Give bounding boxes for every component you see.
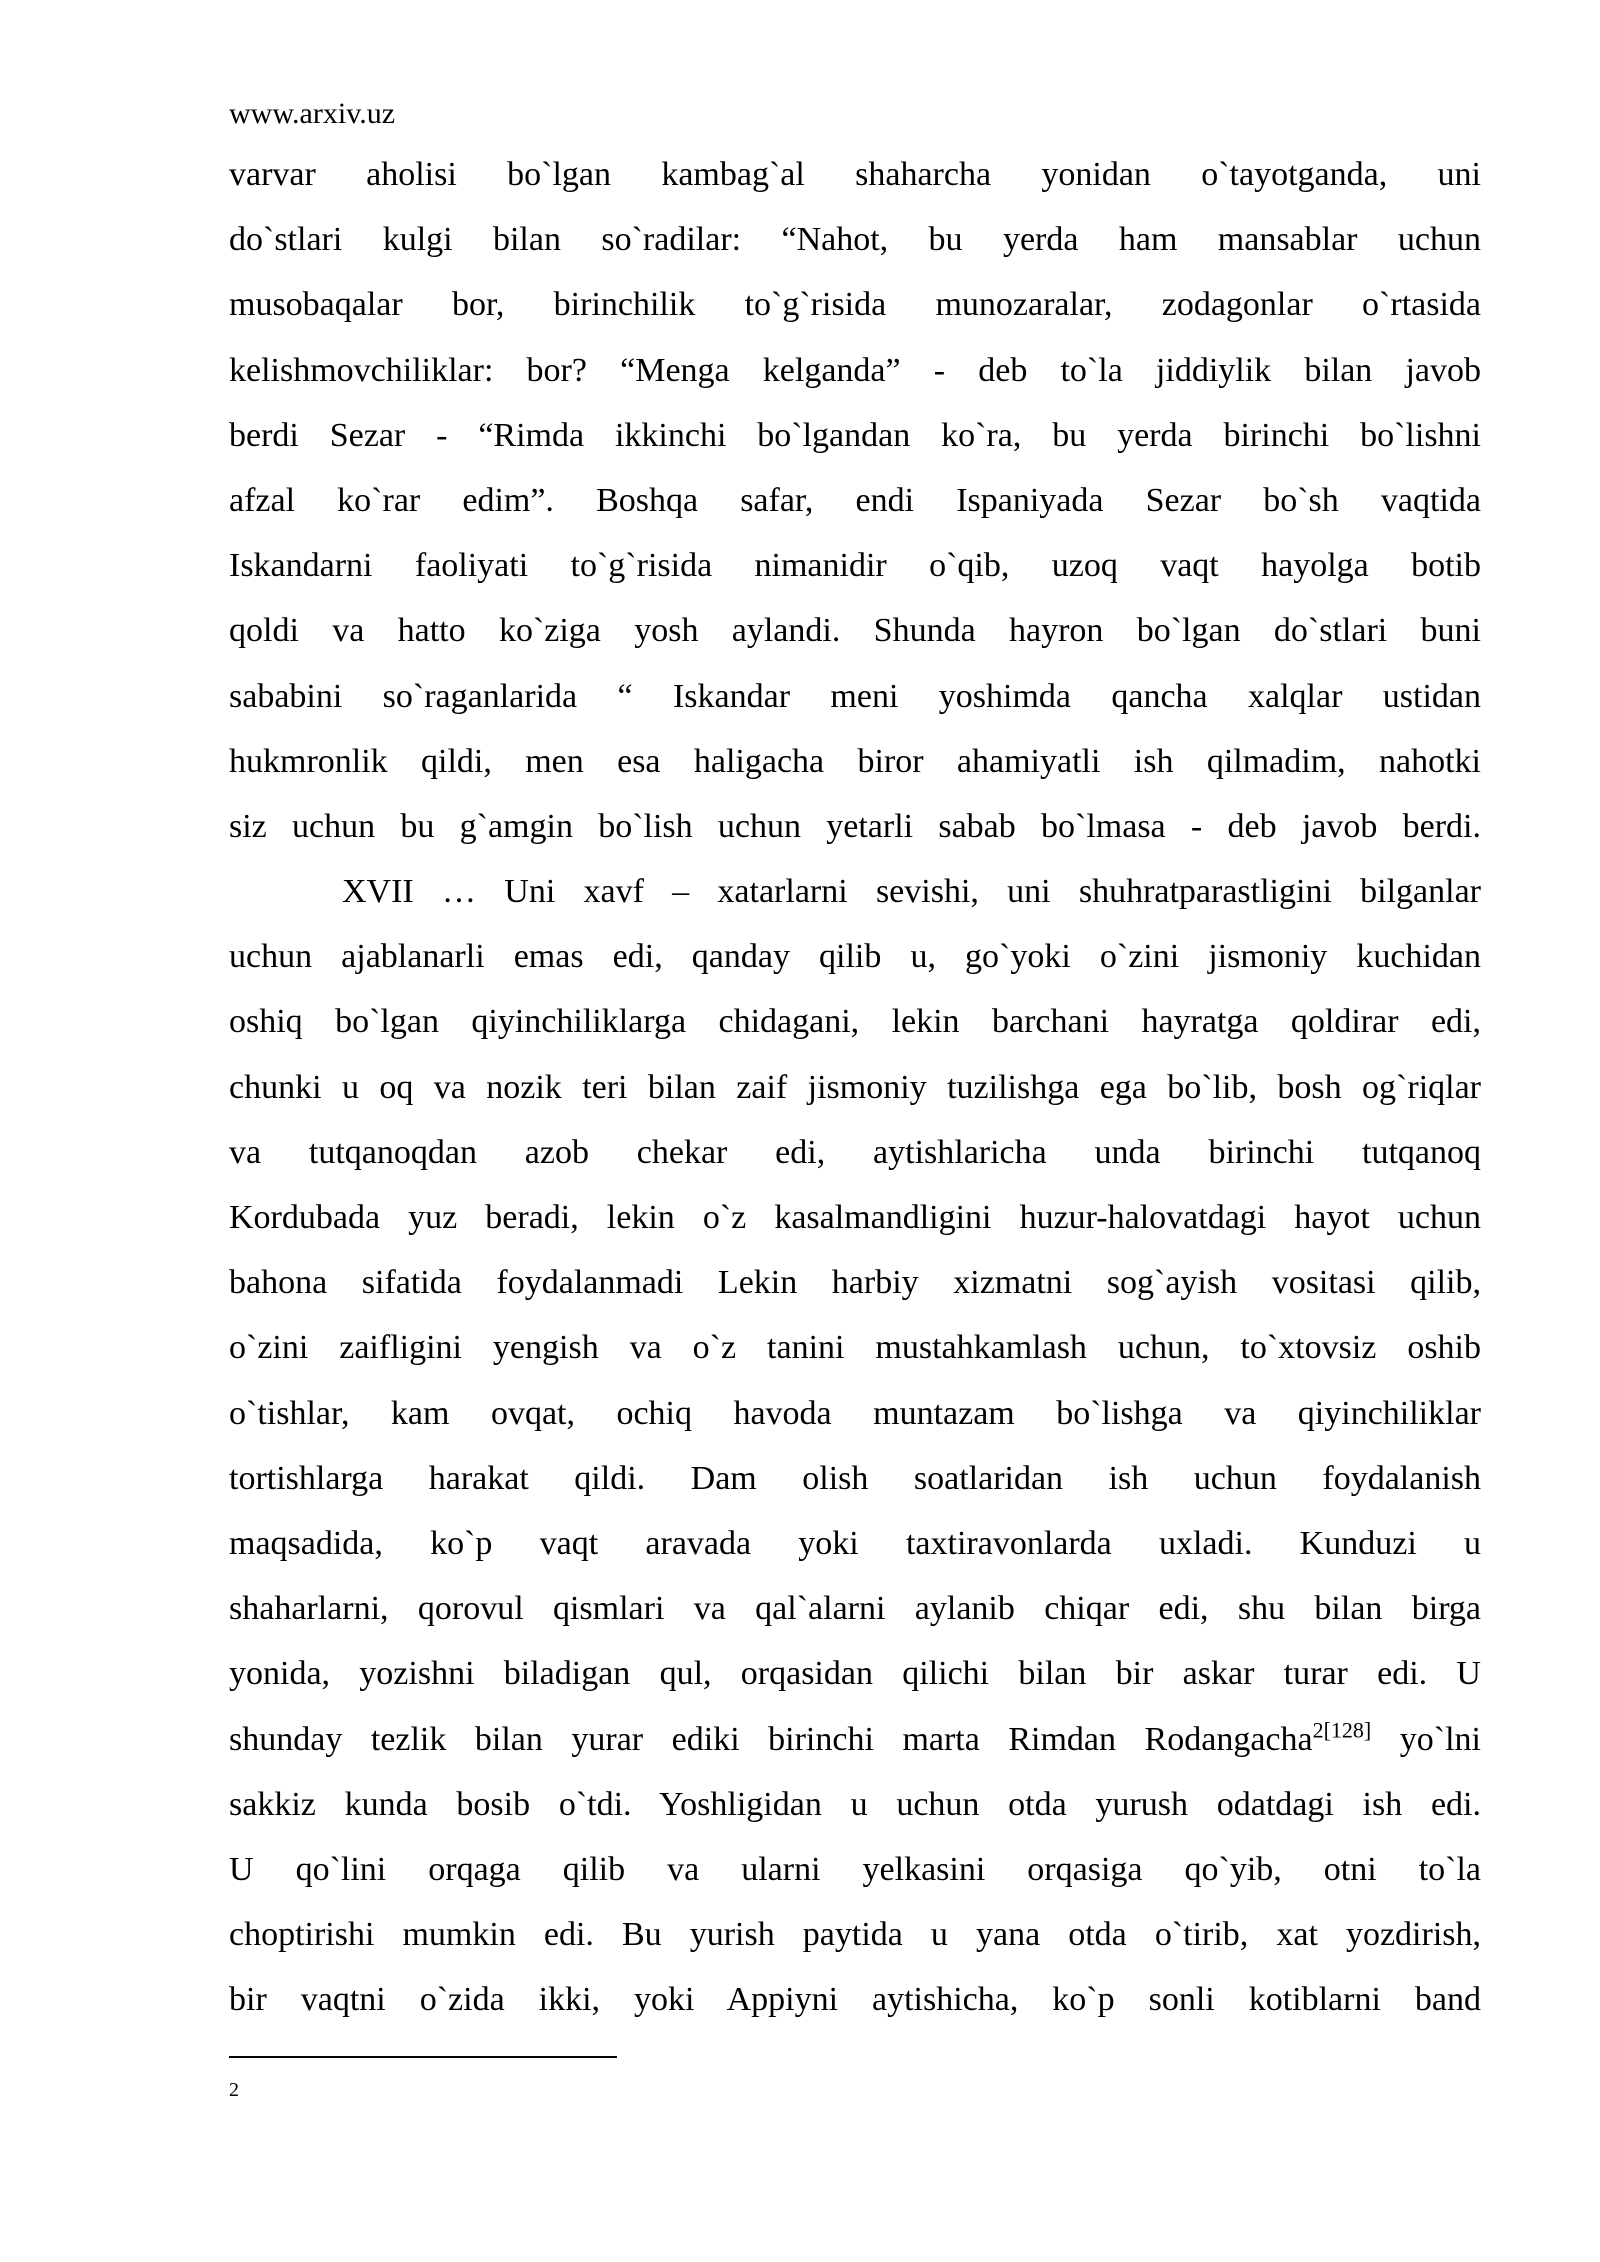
text-line-content: va tutqanoqdan azob chekar edi, aytishlaricha unda birinchi tutqanoq <box>229 1133 1481 1171</box>
text-line <box>229 1454 1481 1519</box>
text-line <box>229 1780 1481 1845</box>
text-line <box>229 1584 1481 1649</box>
text-line <box>229 1128 1481 1193</box>
text-line <box>229 1975 1481 2040</box>
body-text <box>229 150 1481 2040</box>
text-line-content: o`tishlar, kam ovqat, ochiq havoda muntazam bo`lishga va qiyinchiliklar <box>229 1394 1481 1432</box>
text-line <box>229 411 1481 476</box>
text-line <box>229 1910 1481 1975</box>
text-line-content: sababini so`raganlarida “ Iskandar meni yoshimda qancha xalqlar ustidan <box>229 677 1481 715</box>
text-line-content: shaharlarni, qorovul qismlari va qal`alarni aylanib chiqar edi, shu bilan birga <box>229 1590 1481 1628</box>
text-line-content: choptirishi mumkin edi. Bu yurish paytida u yana otda o`tirib, xat yozdirish, <box>229 1916 1481 1954</box>
text-line <box>229 1323 1481 1388</box>
text-line-content: varvar aholisi bo`lgan kambag`al shaharcha yonidan o`tayotganda, uni <box>229 156 1481 193</box>
text-line-content: uchun ajablanarli emas edi, qanday qilib u, go`yoki o`zini jismoniy kuchidan <box>229 938 1481 976</box>
footnote-reference: 2[128] <box>1312 1717 1372 1743</box>
text-line <box>229 1193 1481 1258</box>
text-line-content: oshiq bo`lgan qiyinchiliklarga chidagani, lekin barchani hayratga qoldirar edi, <box>229 1003 1481 1041</box>
site-url-header: www.arxiv.uz <box>229 97 396 130</box>
text-line <box>229 1258 1481 1323</box>
text-line-content: afzal ko`rar edim”. Boshqa safar, endi Ispaniyada Sezar bo`sh vaqtida <box>229 481 1481 519</box>
text-line <box>229 802 1481 867</box>
text-line <box>229 1649 1481 1714</box>
text-line <box>229 346 1481 411</box>
text-line <box>229 1389 1481 1454</box>
text-line-content: berdi Sezar - “Rimda ikkinchi bo`lgandan ko`ra, bu yerda birinchi bo`lishni <box>229 416 1481 454</box>
text-line-content: shunday tezlik bilan yurar ediki birinchi marta Rimdan Rodangacha <box>229 1720 1313 1758</box>
text-line-content: Kordubada yuz beradi, lekin o`z kasalmandligini huzur-halovatdagi hayot uchun <box>229 1199 1481 1236</box>
text-line-content: do`stlari kulgi bilan so`radilar: “Nahot, bu yerda ham mansablar uchun <box>229 221 1481 259</box>
text-line-content: tortishlarga harakat qildi. Dam olish soatlaridan ish uchun foydalanish <box>229 1459 1481 1497</box>
text-line <box>229 606 1481 671</box>
text-line-content: maqsadida, ko`p vaqt aravada yoki taxtiravonlarda uxladi. Kunduzi u <box>229 1524 1481 1562</box>
text-line <box>229 932 1481 997</box>
text-line-content: sakkiz kunda bosib o`tdi. Yoshligidan u uchun otda yurush odatdagi ish edi. <box>229 1785 1481 1823</box>
text-line-content: XVII … Uni xavf – xatarlarni sevishi, uni shuhratparastligini bilganlar <box>342 873 1481 911</box>
text-line <box>229 737 1481 802</box>
text-line <box>229 867 1481 932</box>
text-line <box>229 280 1481 345</box>
text-line-content: Iskandarni faoliyati to`g`risida nimanidir o`qib, uzoq vaqt hayolga botib <box>229 547 1481 585</box>
text-line <box>229 150 1481 215</box>
text-line <box>229 1845 1481 1910</box>
footnote-marker: 2 <box>229 2079 239 2101</box>
footnote-divider <box>229 2056 617 2058</box>
text-line <box>229 1715 1481 1780</box>
text-line <box>229 997 1481 1062</box>
text-line <box>229 541 1481 606</box>
text-line <box>229 1063 1481 1128</box>
text-line-content: qoldi va hatto ko`ziga yosh aylandi. Shunda hayron bo`lgan do`stlari buni <box>229 612 1481 650</box>
text-line-content: o`zini zaifligini yengish va o`z tanini mustahkamlash uchun, to`xtovsiz oshib <box>229 1329 1481 1367</box>
text-line-content: U qo`lini orqaga qilib va ularni yelkasini orqasiga qo`yib, otni to`la <box>229 1850 1481 1888</box>
text-line-content: bir vaqtni o`zida ikki, yoki Appiyni aytishicha, ko`p sonli kotiblarni band <box>229 1981 1481 2019</box>
text-line-content: musobaqalar bor, birinchilik to`g`risida munozaralar, zodagonlar o`rtasida <box>229 286 1481 324</box>
text-line <box>229 215 1481 280</box>
text-line <box>229 1519 1481 1584</box>
text-line-content: siz uchun bu g`amgin bo`lish uchun yetarli sabab bo`lmasa - deb javob berdi. <box>229 807 1481 845</box>
text-line-content: chunki u oq va nozik teri bilan zaif jismoniy tuzilishga ega bo`lib, bosh og`riqlar <box>229 1068 1481 1106</box>
text-line-content: yonida, yozishni biladigan qul, orqasidan qilichi bilan bir askar turar edi. U <box>229 1655 1481 1693</box>
text-line-content: hukmronlik qildi, men esa haligacha biror ahamiyatli ish qilmadim, nahotki <box>229 742 1481 780</box>
text-line-content: bahona sifatida foydalanmadi Lekin harbiy xizmatni sog`ayish vositasi qilib, <box>229 1264 1481 1302</box>
text-line <box>229 672 1481 737</box>
text-line-continuation: yo`lni <box>1371 1720 1481 1758</box>
text-line-content: kelishmovchiliklar: bor? “Menga kelganda” - deb to`la jiddiylik bilan javob <box>229 351 1481 389</box>
text-line <box>229 476 1481 541</box>
